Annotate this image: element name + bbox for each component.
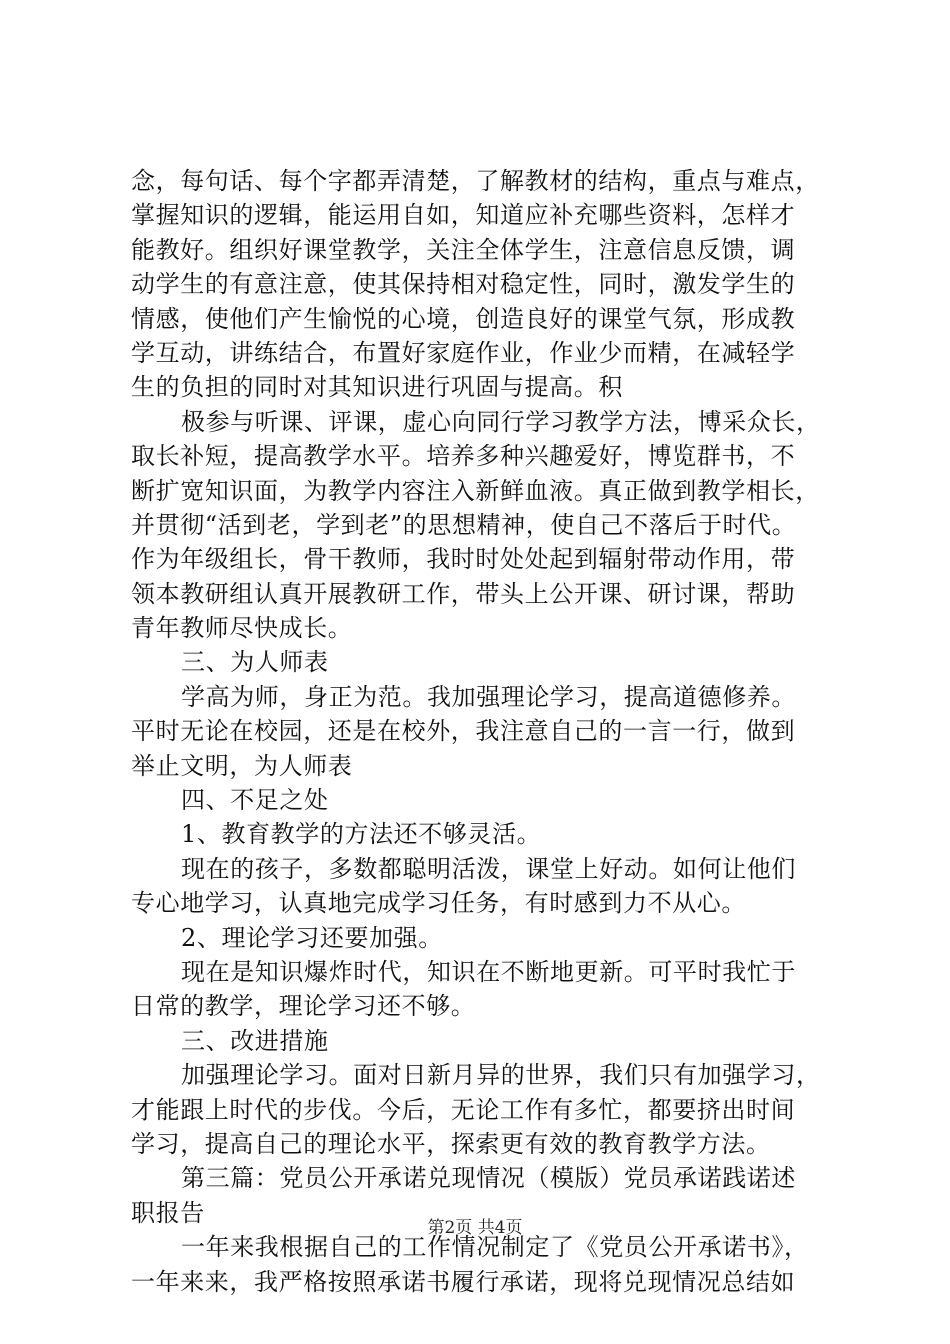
text-line: 念，每句话、每个字都弄清楚，了解教材的结构，重点与难点， (131, 167, 820, 195)
text-line: 2、理论学习还要加强。 (181, 923, 443, 952)
text-line: 极参与听课、评课，虚心向同行学习教学方法，博采众长， (181, 407, 821, 436)
text-line: 领本教研组认真开展教研工作，带头上公开课、研讨课，帮助 (131, 579, 796, 608)
text-line: 学互动，讲练结合，布置好家庭作业，作业少而精，在减轻学 (131, 338, 796, 367)
text-line: 生的负担的同时对其知识进行巩固与提高。积 (131, 373, 623, 402)
text-line: 学高为师，身正为范。我加强理论学习，提高道德修养。 (181, 682, 796, 711)
text-line: 三、为人师表 (181, 648, 329, 677)
page-number: 第2页 共4页 (427, 1218, 523, 1238)
text-line: 能教好。组织好课堂教学，关注全体学生，注意信息反馈，调 (131, 235, 796, 264)
text-line: 才能跟上时代的步伐。今后，无论工作有多忙，都要挤出时间 (131, 1095, 796, 1124)
text-line: 1、教育教学的方法还不够灵活。 (181, 820, 542, 849)
text-line: 第三篇：党员公开承诺兑现情况（模版）党员承诺践诺述 (181, 1164, 796, 1193)
text-line: 一年来我根据自己的工作情况制定了《党员公开承诺书》， (181, 1233, 809, 1262)
text-line: 作为年级组长，骨干教师，我时时处处起到辐射带动作用，带 (131, 545, 796, 574)
text-line: 动学生的有意注意，使其保持相对稳定性，同时，激发学生的 (131, 270, 796, 299)
text-line: 断扩宽知识面，为教学内容注入新鲜血液。真正做到教学相长， (131, 476, 820, 505)
page-footer (0, 1213, 950, 1238)
text-line: 学习，提高自己的理论水平，探索更有效的教育教学方法。 (131, 1129, 771, 1158)
text-line: 日常的教学，理论学习还不够。 (131, 992, 476, 1021)
text-line: 一年来来，我严格按照承诺书履行承诺，现将兑现情况总结如 (131, 1267, 796, 1296)
text-line: 平时无论在校园，还是在校外，我注意自己的一言一行，做到 (131, 717, 796, 746)
text-line: 取长补短，提高教学水平。培养多种兴趣爱好，博览群书，不 (131, 442, 796, 471)
text-line: 举止文明，为人师表 (131, 751, 353, 780)
text-line: 青年教师尽快成长。 (131, 614, 353, 643)
text-line: 并贯彻“活到老，学到老”的思想精神，使自己不落后于时代。 (131, 510, 797, 539)
text-line: 现在的孩子，多数都聪明活泼，课堂上好动。如何让他们 (181, 854, 796, 883)
text-line: 加强理论学习。面对日新月异的世界，我们只有加强学习， (181, 1061, 821, 1090)
text-line: 掌握知识的逻辑，能运用自如，知道应补充哪些资料，怎样才 (131, 201, 796, 230)
document-body (131, 164, 831, 1299)
text-line: 专心地学习，认真地完成学习任务，有时感到力不从心。 (131, 889, 746, 918)
text-line: 三、改进措施 (181, 1026, 329, 1055)
text-line: 四、不足之处 (181, 786, 329, 815)
text-line: 现在是知识爆炸时代，知识在不断地更新。可平时我忙于 (181, 957, 796, 986)
text-line: 情感，使他们产生愉悦的心境，创造良好的课堂气氛，形成教 (131, 304, 796, 333)
text-line: 职报告 (131, 1198, 205, 1227)
